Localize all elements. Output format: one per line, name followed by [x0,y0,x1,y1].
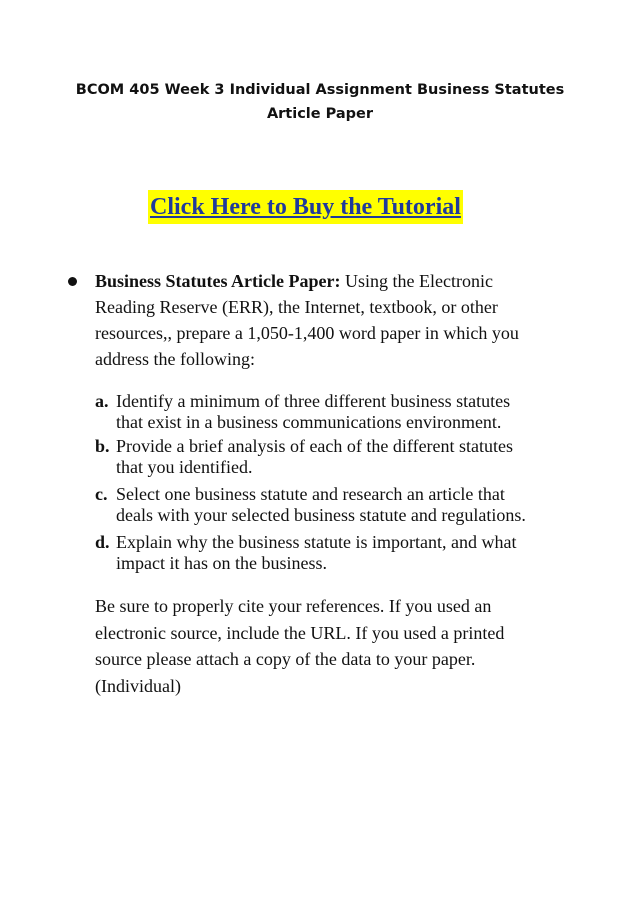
intro-line-3: resources,, prepare a 1,050-1,400 word paper in which you [95,323,519,343]
list-item-letter: c. [95,484,108,504]
intro-line-1-text: Using the Electronic [340,271,493,291]
list-item-line-2: that exist in a business communications environment. [116,412,502,432]
bullet-icon [68,277,77,286]
intro-line-1 [95,268,575,294]
list-item-letter: a. [95,391,109,411]
title-line-1: BCOM 405 Week 3 Individual Assignment Business Statutes [75,82,565,98]
buy-tutorial-link[interactable]: Click Here to Buy the Tutorial [148,190,463,224]
closing-line-3: source please attach a copy of the data to your paper. [95,649,476,669]
list-item-b [95,436,575,478]
closing-paragraph [95,593,575,699]
closing-line-1: Be sure to properly cite your references. If you used an [95,596,492,616]
intro-line-2: Reading Reserve (ERR), the Internet, textbook, or other [95,297,498,317]
list-item-line-2: deals with your selected business statute and regulations. [116,505,526,525]
list-item-line-2: that you identified. [116,457,253,477]
document-title [40,78,600,126]
list-item-letter: d. [95,532,110,552]
list-item-line-1: Identify a minimum of three different business statutes [116,391,511,411]
intro-line-4: address the following: [95,349,255,369]
list-item-d [95,532,575,574]
list-item-c [95,484,575,526]
title-line-2: Article Paper [266,106,374,122]
closing-line-4: (Individual) [95,675,181,696]
list-item-line-1: Provide a brief analysis of each of the different statutes [116,436,514,456]
list-item-line-2: impact it has on the business. [116,553,327,573]
intro-label: Business Statutes Article Paper: [95,271,341,291]
list-item-letter: b. [95,436,110,456]
list-item-a [95,391,575,433]
closing-line-2: electronic source, include the URL. If you used a printed [95,622,505,643]
list-item-line-1: Select one business statute and research an article that [116,484,505,504]
list-item-line-1: Explain why the business statute is important, and what [116,532,517,552]
intro-paragraph [95,268,575,372]
